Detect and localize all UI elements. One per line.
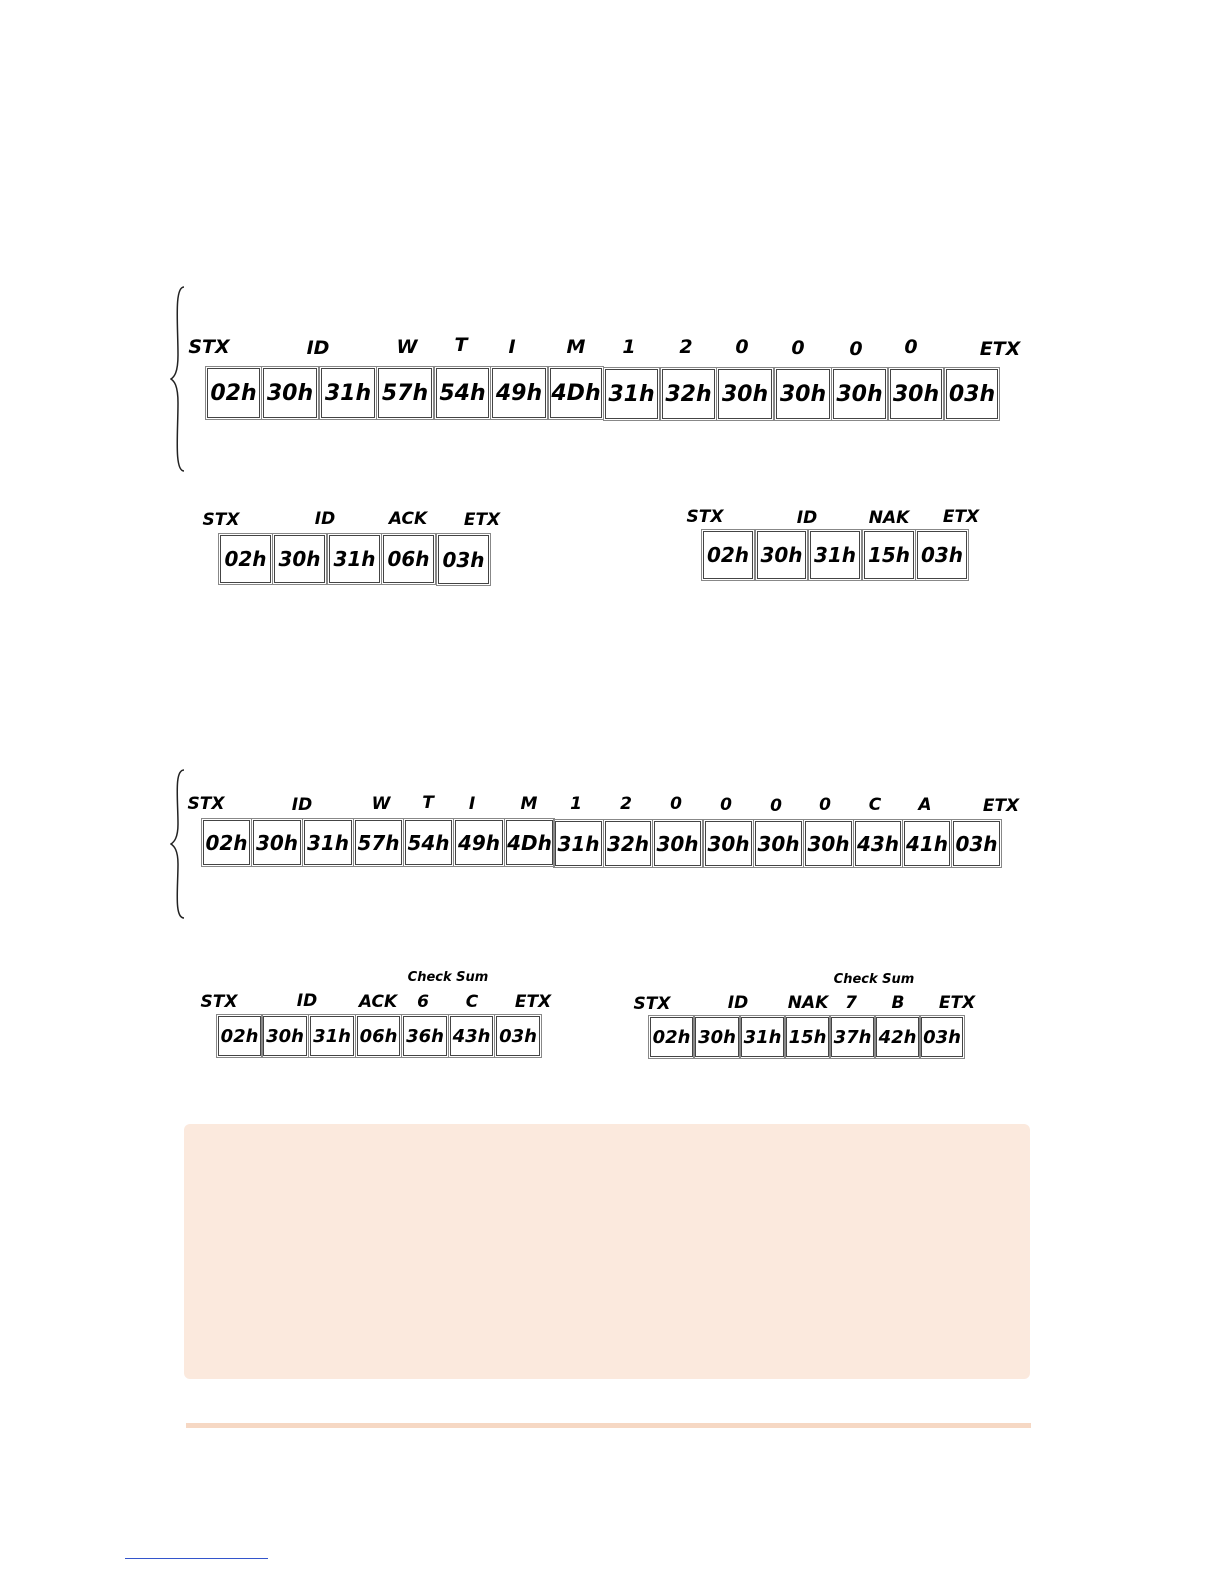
- byte-cell: 42h: [876, 1017, 919, 1057]
- byte-cell: 32h: [662, 369, 715, 419]
- byte-cell: 49h: [455, 820, 503, 865]
- left-brace-icon: [170, 285, 190, 473]
- byte-label: ID: [314, 509, 336, 529]
- byte-cell: 06h: [357, 1016, 400, 1056]
- byte-cell: 37h: [831, 1017, 874, 1057]
- byte-cell: 02h: [220, 535, 271, 583]
- footnote-separator: [125, 1558, 268, 1559]
- byte-label: I: [508, 336, 516, 358]
- byte-cell: 03h: [946, 369, 998, 419]
- byte-cell: 02h: [203, 820, 250, 865]
- byte-label: 2: [679, 336, 693, 358]
- left-brace-icon: [170, 768, 190, 920]
- byte-cell: 06h: [383, 535, 434, 583]
- byte-label: C: [868, 795, 882, 815]
- byte-cell: 30h: [833, 369, 886, 419]
- byte-label: 0: [670, 794, 682, 814]
- byte-label: T: [454, 334, 468, 356]
- byte-cell: 36h: [403, 1016, 447, 1056]
- byte-cell: 31h: [329, 535, 380, 583]
- byte-cell: 30h: [890, 369, 942, 419]
- byte-cell: 31h: [555, 821, 602, 866]
- byte-label: 0: [770, 796, 782, 816]
- byte-cell: 57h: [378, 368, 432, 418]
- byte-cell: 4Dh: [506, 820, 553, 865]
- byte-label: ETX: [463, 510, 501, 530]
- horizontal-rule: [186, 1423, 1031, 1428]
- byte-cell: 30h: [755, 821, 802, 866]
- byte-cell: 31h: [741, 1017, 784, 1057]
- byte-label: ACK: [358, 992, 398, 1012]
- byte-label: 2: [620, 794, 632, 814]
- byte-label: ETX: [942, 507, 980, 527]
- byte-label: NAK: [868, 508, 910, 528]
- byte-cell: 30h: [705, 821, 752, 866]
- byte-label: T: [422, 793, 434, 813]
- byte-label: 7: [845, 993, 857, 1013]
- byte-cell: 30h: [274, 535, 325, 583]
- byte-cell: 31h: [810, 531, 860, 579]
- byte-label: ACK: [388, 509, 428, 529]
- byte-cell: 02h: [703, 531, 753, 579]
- byte-label: STX: [200, 992, 238, 1012]
- byte-cell: 4Dh: [550, 368, 602, 418]
- byte-cell: 30h: [263, 1016, 307, 1056]
- byte-cell: 03h: [921, 1017, 963, 1057]
- byte-label: NAK: [787, 993, 829, 1013]
- byte-cell: 49h: [492, 368, 546, 418]
- byte-label: ID: [306, 337, 330, 359]
- byte-label: STX: [188, 336, 230, 358]
- byte-cell: 02h: [207, 368, 260, 418]
- byte-cell: 43h: [855, 821, 901, 866]
- byte-cell: 54h: [405, 820, 452, 865]
- byte-label: 0: [735, 336, 749, 358]
- byte-label: STX: [686, 507, 724, 527]
- byte-cell: 32h: [605, 821, 651, 866]
- byte-cell: 15h: [864, 531, 914, 579]
- byte-label: ID: [727, 993, 749, 1013]
- byte-label: 0: [849, 338, 863, 360]
- byte-cell: 02h: [218, 1016, 261, 1056]
- byte-cell: 43h: [450, 1016, 493, 1056]
- byte-label: 0: [819, 795, 831, 815]
- byte-cell: 57h: [355, 820, 402, 865]
- byte-label: STX: [187, 794, 225, 814]
- byte-label: 6: [417, 992, 429, 1012]
- byte-label: ID: [796, 508, 818, 528]
- byte-label: STX: [202, 510, 240, 530]
- byte-label: ETX: [938, 993, 976, 1013]
- byte-cell: 03h: [953, 821, 1000, 866]
- byte-label: ETX: [982, 796, 1020, 816]
- byte-label: I: [468, 794, 476, 814]
- byte-label: W: [371, 794, 391, 814]
- byte-cell: 31h: [605, 369, 658, 419]
- byte-cell: 54h: [436, 368, 489, 418]
- byte-label: M: [520, 794, 538, 814]
- byte-label: ETX: [979, 338, 1021, 360]
- checksum-caption: Check Sum: [407, 970, 489, 985]
- byte-cell: 03h: [496, 1016, 540, 1056]
- byte-label: C: [465, 992, 479, 1012]
- byte-label: A: [918, 795, 932, 815]
- byte-label: 0: [904, 336, 918, 358]
- byte-cell: 02h: [650, 1017, 693, 1057]
- checksum-caption: Check Sum: [833, 972, 915, 987]
- byte-label: STX: [633, 994, 671, 1014]
- byte-label: B: [891, 993, 905, 1013]
- byte-cell: 41h: [904, 821, 950, 866]
- byte-label: M: [566, 336, 586, 358]
- byte-label: 1: [570, 794, 582, 814]
- byte-cell: 03h: [438, 535, 489, 584]
- byte-cell: 31h: [321, 368, 375, 418]
- byte-cell: 31h: [310, 1016, 354, 1056]
- byte-cell: 31h: [304, 820, 352, 865]
- byte-cell: 30h: [776, 369, 830, 419]
- byte-cell: 30h: [757, 531, 806, 579]
- byte-cell: 30h: [263, 368, 317, 418]
- byte-label: ETX: [514, 992, 552, 1012]
- byte-cell: 30h: [695, 1017, 739, 1057]
- byte-label: 0: [791, 337, 805, 359]
- byte-cell: 30h: [718, 369, 772, 419]
- byte-cell: 30h: [805, 821, 852, 866]
- byte-label: 1: [622, 336, 636, 358]
- byte-cell: 30h: [253, 820, 301, 865]
- byte-label: W: [396, 336, 418, 358]
- byte-cell: 30h: [654, 821, 701, 866]
- byte-label: ID: [291, 795, 313, 815]
- byte-cell: 03h: [917, 531, 967, 579]
- note-panel: [184, 1124, 1030, 1379]
- byte-label: 0: [720, 795, 732, 815]
- byte-cell: 15h: [786, 1017, 829, 1057]
- byte-label: ID: [296, 991, 318, 1011]
